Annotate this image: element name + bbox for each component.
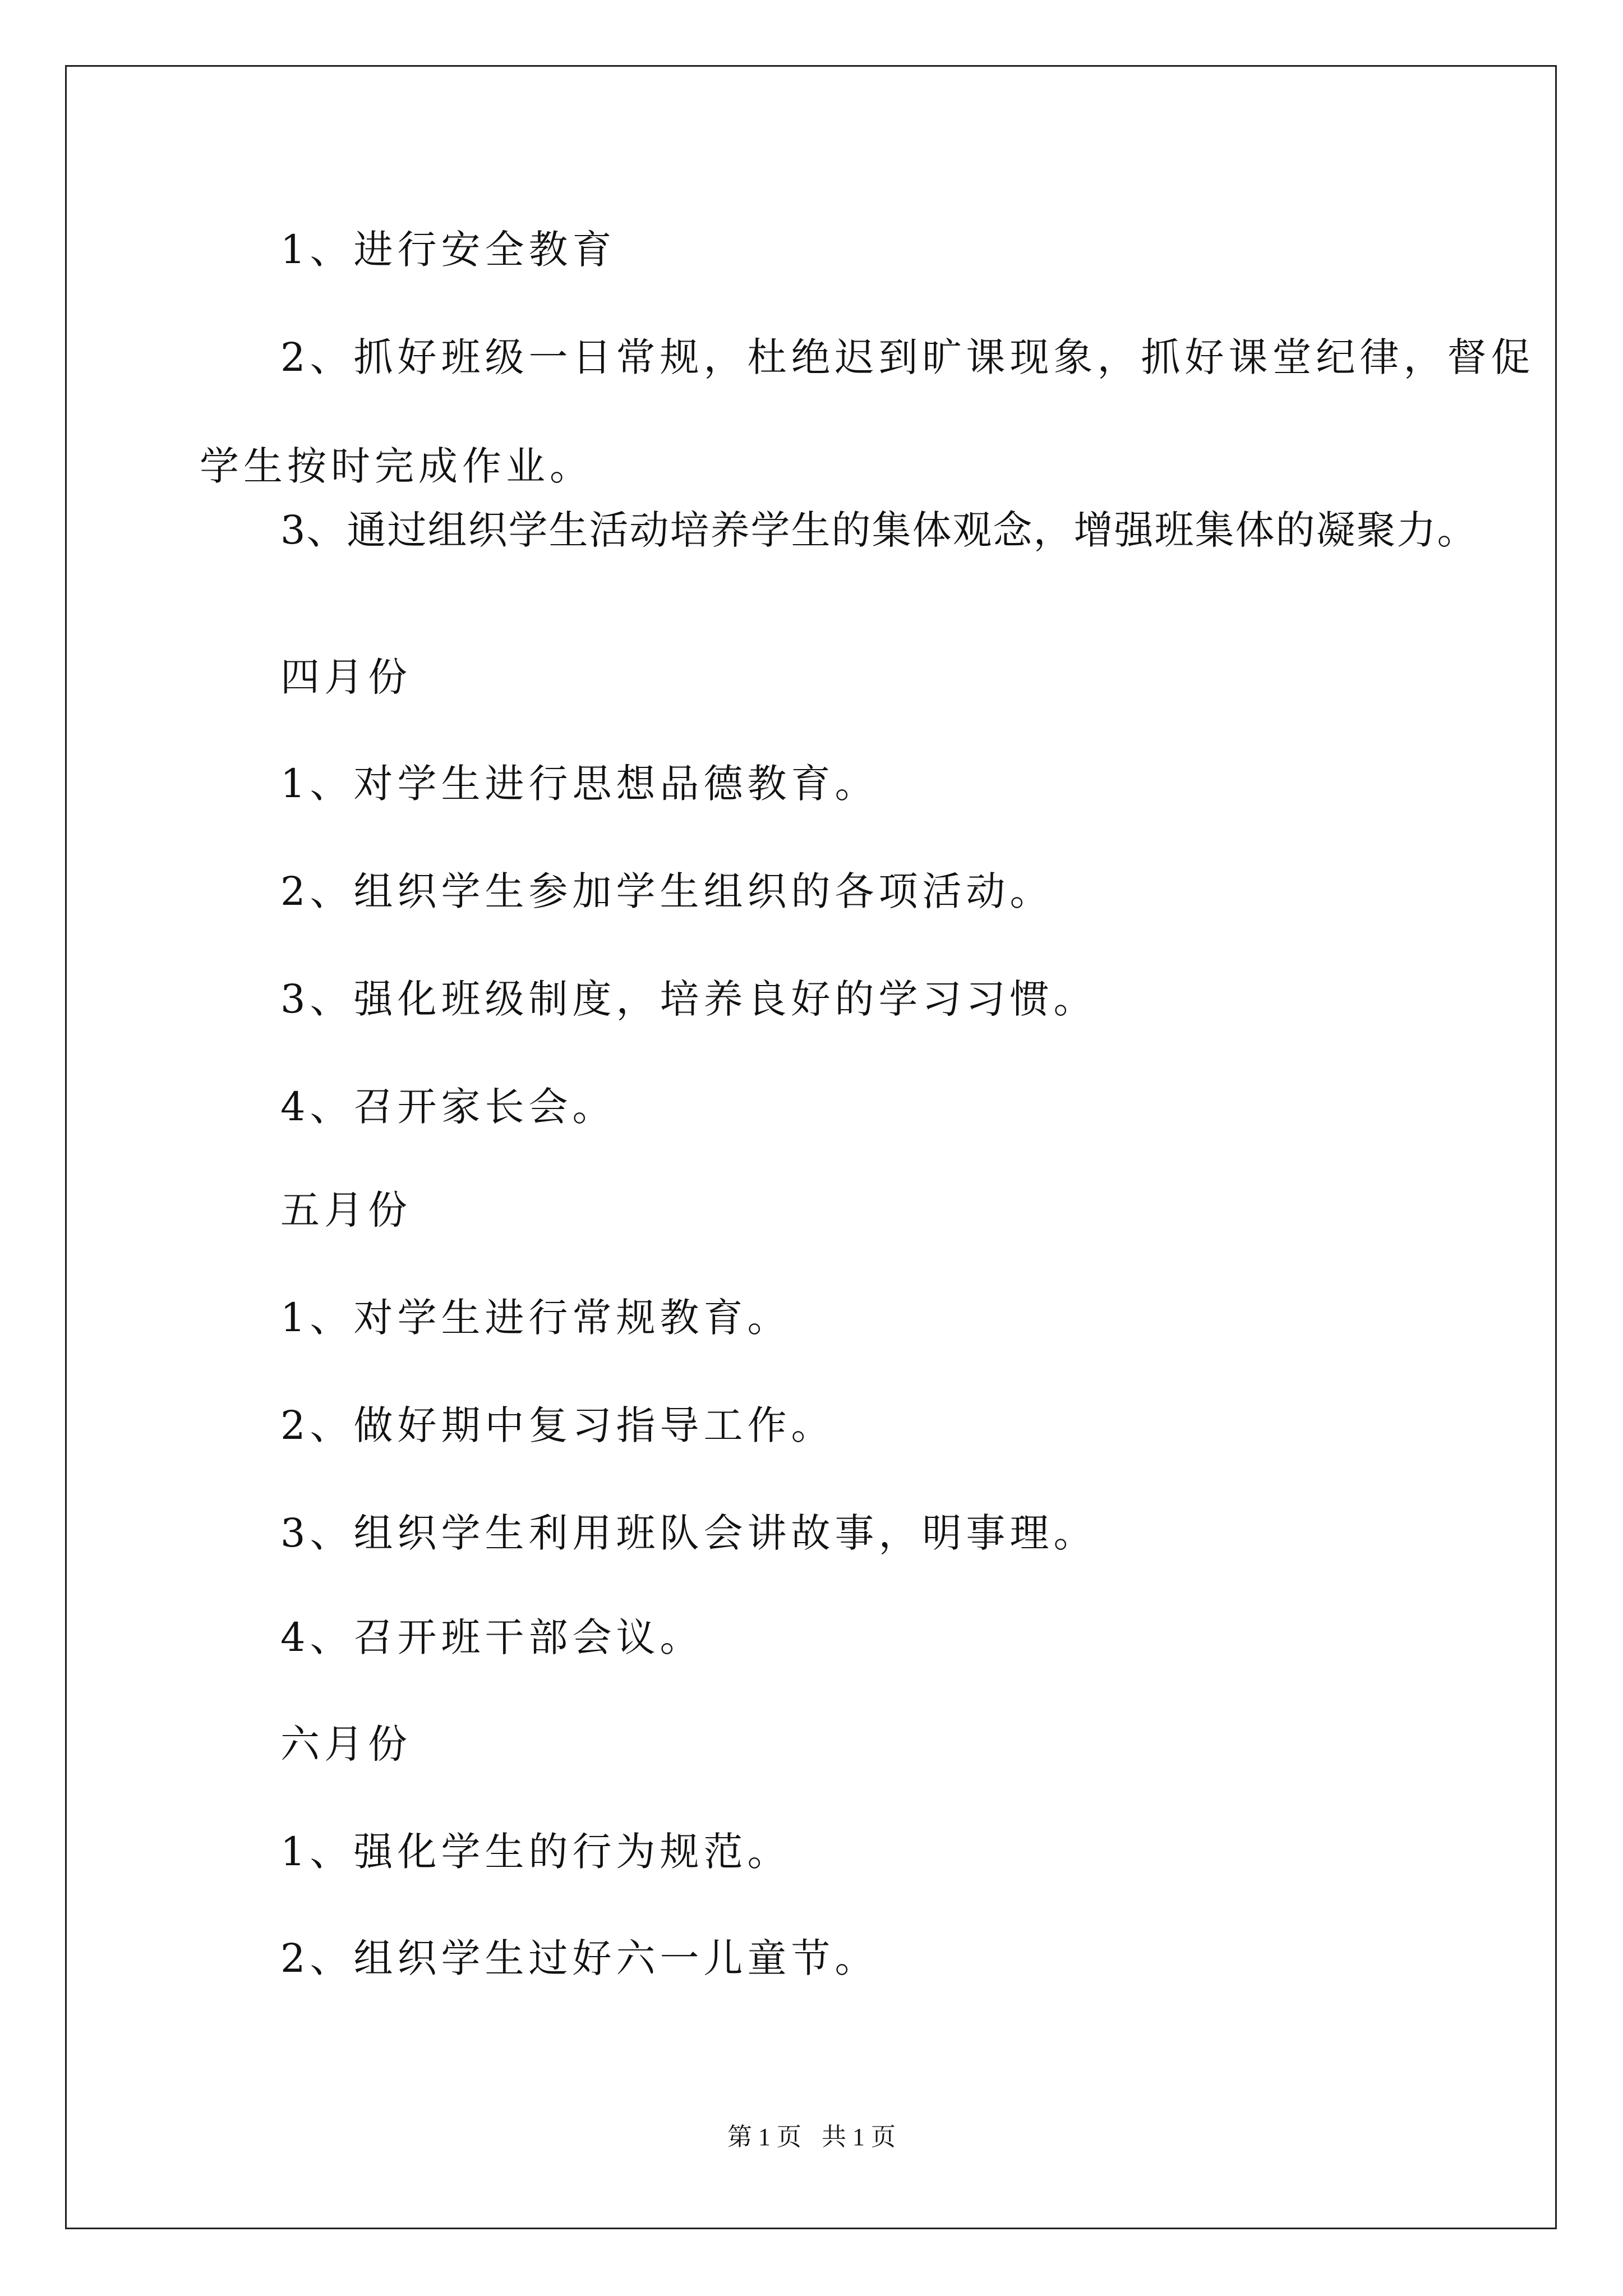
list-item: 4、召开班干部会议。 (280, 1614, 704, 1660)
list-item-continuation: 学生按时完成作业。 (200, 443, 593, 489)
list-item: 4、召开家长会。 (280, 1084, 616, 1130)
list-item: 3、通过组织学生活动培养学生的集体观念，增强班集体的凝聚力。 (280, 507, 1478, 553)
list-item: 1、强化学生的行为规范。 (280, 1829, 791, 1875)
section-heading-june: 六月份 (280, 1721, 412, 1767)
section-heading-april: 四月份 (280, 654, 412, 700)
list-item: 2、组织学生参加学生组织的各项活动。 (280, 868, 1054, 914)
page-total: 共 1 页 (822, 2123, 896, 2151)
section-heading-may: 五月份 (280, 1187, 412, 1233)
list-item: 1、对学生进行常规教育。 (280, 1295, 791, 1341)
page-border (65, 65, 1557, 2229)
list-item: 2、组织学生过好六一儿童节。 (280, 1935, 879, 1981)
list-item: 2、抓好班级一日常规，杜绝迟到旷课现象，抓好课堂纪律，督促 (280, 334, 1535, 380)
list-item: 3、组织学生利用班队会讲故事，明事理。 (280, 1510, 1098, 1556)
page-footer (0, 2120, 1623, 2154)
list-item: 2、做好期中复习指导工作。 (280, 1402, 835, 1448)
list-item: 1、进行安全教育 (280, 227, 616, 273)
page-number: 第 1 页 (727, 2123, 801, 2151)
list-item: 1、对学生进行思想品德教育。 (280, 761, 879, 807)
list-item: 3、强化班级制度，培养良好的学习习惯。 (280, 976, 1098, 1022)
